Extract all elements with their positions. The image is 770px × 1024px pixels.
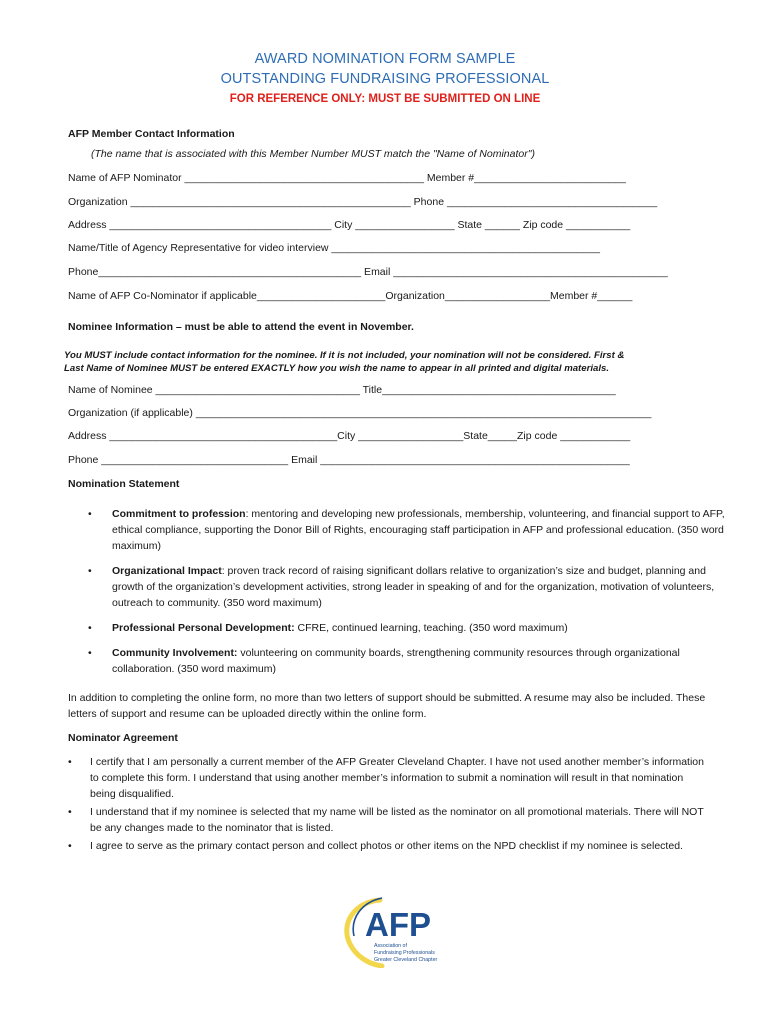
nominee-address-field[interactable]: Address _______________________________________City __________________State_____Zip code ____________ <box>68 430 631 442</box>
nominee-section-heading: Nominee Information – must be able to attend the event in November. <box>68 321 414 333</box>
support-letters-paragraph: In addition to completing the online form, no more than two letters of support should be submitted. A resume may also be included. These letters of support and resume can be uploaded directly within the online form. <box>68 692 706 720</box>
bullet-icon: • <box>88 565 92 577</box>
nominator-name-field[interactable]: Name of AFP Nominator _________________________________________ Member #__________________________ <box>68 172 626 184</box>
nominator-phone-email-field[interactable]: Phone_____________________________________________ Email _______________________________________________ <box>68 266 668 278</box>
criterion-text: CFRE, continued learning, teaching. (350 word maximum) <box>294 622 568 634</box>
nominee-phone-email-field[interactable]: Phone ________________________________ Email _____________________________________________________ <box>68 454 630 466</box>
criterion-label: Organizational Impact <box>112 565 222 577</box>
agreement-list <box>68 754 708 856</box>
list-item: • Commitment to profession: mentoring and developing new professionals, membership, volunteering, and financial support to AFP, ethical compliance, supporting the Donor Bill of Rights, encouraging staff participation in AFP and professional education. (350 word maximum) <box>88 508 725 552</box>
agreement-text: I understand that if my nominee is selected that my name will be listed as the nominator on all promotional materials. There will NOT be any changes made to the nominator that is listed. <box>90 806 704 834</box>
nominator-organization-field[interactable]: Organization ________________________________________________ Phone ____________________________________ <box>68 196 658 208</box>
criterion-text: proven track record of raising significant dollars relative to organization’s size and budget, planning and growth of the organization’s development activities, strong leader in speaking of and for the organization, motivation of volunteers, outreach to community. (350 word maximum) <box>112 565 715 609</box>
member-section-heading: AFP Member Contact Information <box>68 128 235 140</box>
bullet-icon: • <box>88 647 92 659</box>
criterion-label: Commitment to profession <box>112 508 246 520</box>
co-nominator-field[interactable]: Name of AFP Co-Nominator if applicable______________________Organization__________________Member #______ <box>68 290 633 302</box>
logo-line1: Association of <box>374 943 407 949</box>
afp-logo <box>338 894 456 968</box>
logo-line3: Greater Cleveland Chapter <box>374 957 438 963</box>
bullet-icon: • <box>88 622 92 634</box>
reference-notice: FOR REFERENCE ONLY: MUST BE SUBMITTED ON LINE <box>229 93 541 105</box>
nominee-warning-line1: You MUST include contact information for the nominee. If it is not included, your nomination will not be considered. First & <box>64 350 625 361</box>
bullet-icon: • <box>68 840 72 852</box>
nominator-address-field[interactable]: Address ______________________________________ City _________________ State ______ Zip code ___________ <box>68 219 631 231</box>
agreement-heading: Nominator Agreement <box>68 732 178 744</box>
nominee-warning <box>64 349 744 375</box>
criterion-text: mentoring and developing new professionals, membership, volunteering, and financial support to AFP, ethical compliance, supporting the Donor Bill of Rights, encouraging staff participation in AFP and professional education. (350 word maximum) <box>112 508 725 552</box>
list-item <box>68 620 728 636</box>
bullet-icon: • <box>88 508 92 520</box>
logo-mark: AFP <box>365 906 431 943</box>
list-item: • Organizational Impact: proven track record of raising significant dollars relative to organization’s size and budget, planning and growth of the organization’s development activities, strong leader in speaking of and for the organization, motivation of volunteers, outreach to community. (350 word maximum) <box>88 565 715 609</box>
agency-representative-field[interactable]: Name/Title of Agency Representative for video interview ______________________________________________ <box>68 242 601 254</box>
nominee-warning-line2: Last Name of Nominee MUST be entered EXACTLY how you wish the name to appear in all printed and digital materials. <box>64 363 609 374</box>
bullet-icon: • <box>68 756 72 768</box>
member-number-note: (The name that is associated with this Member Number MUST match the "Name of Nominator") <box>91 148 535 160</box>
list-item <box>68 645 728 677</box>
logo-line2: Fundraising Professionals <box>374 950 435 956</box>
criterion-label: Community Involvement: <box>112 647 238 659</box>
agreement-text: I certify that I am personally a current member of the AFP Greater Cleveland Chapter. I have not used another member’s information to complete this form. I understand that using another member’s information to submit a nomination will result in that nomination being disqualified. <box>90 756 704 800</box>
list-item <box>68 804 708 836</box>
form-title: AWARD NOMINATION FORM SAMPLE <box>254 51 516 67</box>
award-name: OUTSTANDING FUNDRAISING PROFESSIONAL <box>220 71 550 87</box>
criterion-text: volunteering on community boards, strengthening community resources through organizational collaboration. (350 word maximum) <box>112 647 680 675</box>
criterion-label: Professional Personal Development: <box>112 622 295 634</box>
agreement-text: I agree to serve as the primary contact person and collect photos or other items on the NPD checklist if my nominee is selected. <box>90 840 683 852</box>
statement-heading: Nomination Statement <box>68 478 180 490</box>
nominee-name-title-field[interactable]: Name of Nominee ___________________________________ Title________________________________________ <box>68 384 616 396</box>
statement-list <box>68 506 728 685</box>
list-item <box>68 754 708 802</box>
bullet-icon: • <box>68 806 72 818</box>
nominee-organization-field[interactable]: Organization (if applicable) ______________________________________________________________________________ <box>68 407 652 419</box>
list-item <box>68 838 708 854</box>
